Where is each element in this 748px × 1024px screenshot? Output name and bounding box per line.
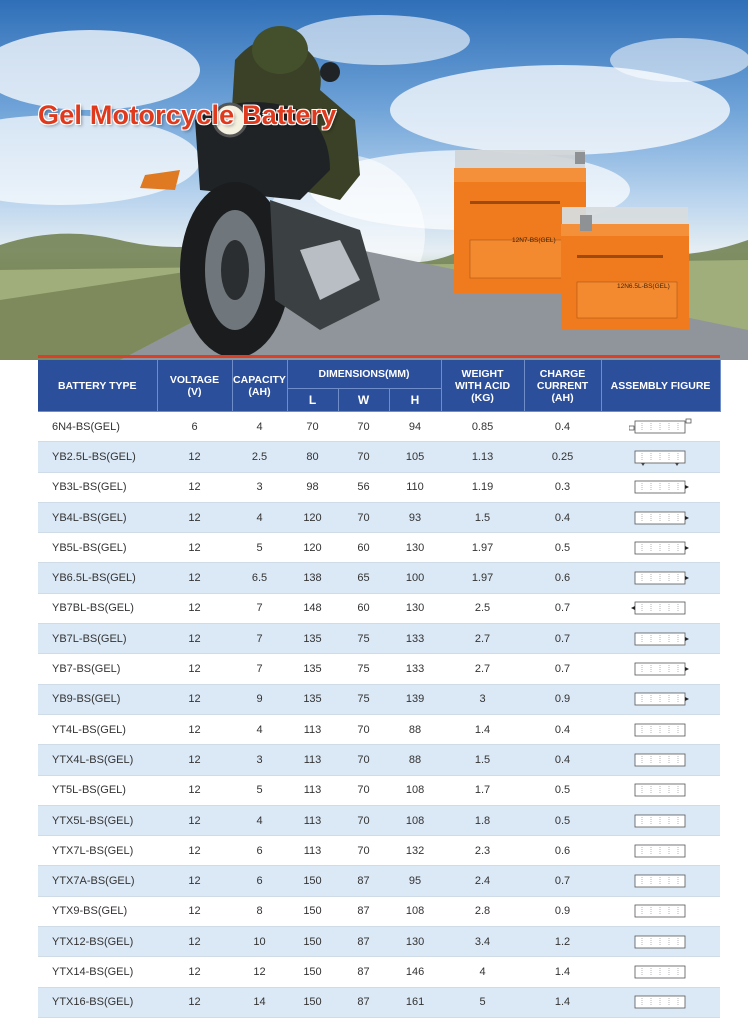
cell-battery-type: YTX4L-BS(GEL): [38, 745, 157, 775]
cell-weight: 1.4: [441, 714, 524, 744]
cell-assembly-figure: [601, 442, 720, 472]
cell-capacity: 5: [232, 775, 287, 805]
header-weight: WEIGHT WITH ACID (KG): [441, 360, 524, 412]
header-charge-current: CHARGE CURRENT (AH): [524, 360, 601, 412]
cell-voltage: 12: [157, 593, 232, 623]
table-row: [38, 654, 720, 684]
cell-capacity: 4: [232, 805, 287, 835]
cell-charge-current: 0.5: [524, 775, 601, 805]
cell-assembly-figure: [601, 987, 720, 1017]
cell-assembly-figure: [601, 593, 720, 623]
cell-charge-current: 0.9: [524, 684, 601, 714]
cell-length: 120: [287, 502, 338, 532]
cell-charge-current: 0.7: [524, 593, 601, 623]
header-battery-type: BATTERY TYPE: [38, 360, 157, 412]
cell-capacity: 7: [232, 593, 287, 623]
cell-charge-current: 1.2: [524, 927, 601, 957]
cell-capacity: 6: [232, 836, 287, 866]
assembly-figure-icon: [629, 569, 693, 587]
cell-width: 87: [338, 866, 389, 896]
cell-voltage: 12: [157, 563, 232, 593]
cell-voltage: 12: [157, 805, 232, 835]
cell-battery-type: 6N4-BS(GEL): [38, 412, 157, 442]
cell-charge-current: 0.5: [524, 533, 601, 563]
cell-length: 113: [287, 836, 338, 866]
cell-capacity: 6.5: [232, 563, 287, 593]
table-row: [38, 502, 720, 532]
table-header-row: [38, 360, 720, 389]
cell-width: 87: [338, 987, 389, 1017]
cell-width: 70: [338, 745, 389, 775]
cell-voltage: 12: [157, 502, 232, 532]
cell-voltage: 12: [157, 896, 232, 926]
cell-height: 146: [389, 957, 441, 987]
cell-battery-type: YB7L-BS(GEL): [38, 624, 157, 654]
cell-weight: 1.5: [441, 502, 524, 532]
cell-assembly-figure: [601, 805, 720, 835]
cell-length: 113: [287, 714, 338, 744]
header-length: L: [287, 389, 338, 412]
cell-length: 135: [287, 624, 338, 654]
cell-height: 130: [389, 927, 441, 957]
cell-battery-type: YB7BL-BS(GEL): [38, 593, 157, 623]
hero-banner: [0, 0, 748, 360]
cell-weight: 2.3: [441, 836, 524, 866]
cell-height: 94: [389, 412, 441, 442]
cell-length: 150: [287, 896, 338, 926]
table-row: [38, 412, 720, 442]
table-row: [38, 927, 720, 957]
cell-voltage: 12: [157, 927, 232, 957]
accent-divider: [38, 355, 720, 358]
cell-weight: 2.4: [441, 866, 524, 896]
cell-voltage: 12: [157, 442, 232, 472]
assembly-figure-icon: [629, 448, 693, 466]
cell-height: 110: [389, 472, 441, 502]
cell-width: 60: [338, 593, 389, 623]
table-row: [38, 866, 720, 896]
cell-assembly-figure: [601, 502, 720, 532]
cell-width: 75: [338, 654, 389, 684]
cell-assembly-figure: [601, 927, 720, 957]
assembly-figure-icon: [629, 751, 693, 769]
cell-battery-type: YB3L-BS(GEL): [38, 472, 157, 502]
cell-length: 150: [287, 957, 338, 987]
cell-charge-current: 0.6: [524, 836, 601, 866]
assembly-figure-icon: [629, 690, 693, 708]
cell-battery-type: YB2.5L-BS(GEL): [38, 442, 157, 472]
cell-assembly-figure: [601, 896, 720, 926]
cell-capacity: 9: [232, 684, 287, 714]
cell-weight: 4: [441, 957, 524, 987]
cell-battery-type: YTX12-BS(GEL): [38, 927, 157, 957]
cell-weight: 1.8: [441, 805, 524, 835]
cell-height: 133: [389, 624, 441, 654]
table-row: [38, 775, 720, 805]
cell-weight: 1.97: [441, 563, 524, 593]
cell-length: 135: [287, 684, 338, 714]
header-height: H: [389, 389, 441, 412]
cell-width: 87: [338, 927, 389, 957]
hero-illustration: [0, 0, 748, 360]
assembly-figure-icon: [629, 963, 693, 981]
cell-width: 60: [338, 533, 389, 563]
cell-assembly-figure: [601, 745, 720, 775]
cell-length: 150: [287, 866, 338, 896]
assembly-figure-icon: [629, 478, 693, 496]
cell-voltage: 12: [157, 654, 232, 684]
cell-charge-current: 0.7: [524, 624, 601, 654]
cell-voltage: 12: [157, 472, 232, 502]
table-row: [38, 714, 720, 744]
cell-capacity: 14: [232, 987, 287, 1017]
cell-weight: 1.5: [441, 745, 524, 775]
cell-assembly-figure: [601, 412, 720, 442]
cell-height: 133: [389, 654, 441, 684]
cell-assembly-figure: [601, 533, 720, 563]
cell-length: 148: [287, 593, 338, 623]
cell-weight: 1.7: [441, 775, 524, 805]
cell-capacity: 3: [232, 472, 287, 502]
cell-height: 93: [389, 502, 441, 532]
cell-assembly-figure: [601, 957, 720, 987]
cell-height: 95: [389, 866, 441, 896]
cell-weight: 1.97: [441, 533, 524, 563]
table-row: [38, 805, 720, 835]
cell-voltage: 12: [157, 624, 232, 654]
page-title: Gel Motorcycle Battery: [38, 100, 337, 130]
cell-weight: 1.13: [441, 442, 524, 472]
cell-voltage: 12: [157, 775, 232, 805]
header-dimensions: DIMENSIONS(MM): [287, 360, 441, 389]
cell-charge-current: 0.4: [524, 412, 601, 442]
assembly-figure-icon: [629, 872, 693, 890]
cell-width: 75: [338, 624, 389, 654]
cell-assembly-figure: [601, 775, 720, 805]
cell-charge-current: 0.4: [524, 502, 601, 532]
cell-charge-current: 0.7: [524, 654, 601, 684]
cell-weight: 5: [441, 987, 524, 1017]
cell-height: 139: [389, 684, 441, 714]
cell-weight: 3.4: [441, 927, 524, 957]
cell-capacity: 5: [232, 533, 287, 563]
cell-charge-current: 0.5: [524, 805, 601, 835]
header-width: W: [338, 389, 389, 412]
cell-assembly-figure: [601, 714, 720, 744]
cell-battery-type: YT4L-BS(GEL): [38, 714, 157, 744]
cell-battery-type: YTX14-BS(GEL): [38, 957, 157, 987]
cell-capacity: 10: [232, 927, 287, 957]
cell-charge-current: 0.3: [524, 472, 601, 502]
cell-charge-current: 0.6: [524, 563, 601, 593]
battery-spec-table: [38, 360, 721, 1018]
table-row: [38, 684, 720, 714]
cell-width: 75: [338, 684, 389, 714]
cell-height: 108: [389, 775, 441, 805]
assembly-figure-icon: [629, 418, 693, 436]
cell-height: 88: [389, 745, 441, 775]
cell-length: 70: [287, 412, 338, 442]
assembly-figure-icon: [629, 660, 693, 678]
cell-weight: 2.7: [441, 654, 524, 684]
cell-capacity: 4: [232, 412, 287, 442]
cell-width: 56: [338, 472, 389, 502]
cell-height: 100: [389, 563, 441, 593]
cell-assembly-figure: [601, 684, 720, 714]
table-row: [38, 745, 720, 775]
assembly-figure-icon: [629, 721, 693, 739]
cell-assembly-figure: [601, 624, 720, 654]
battery-small-label: 12N6.5L-BS(GEL): [617, 283, 670, 290]
cell-battery-type: YTX16-BS(GEL): [38, 987, 157, 1017]
cell-battery-type: YB7-BS(GEL): [38, 654, 157, 684]
table-row: [38, 987, 720, 1017]
assembly-figure-icon: [629, 599, 693, 617]
table-row: [38, 957, 720, 987]
cell-width: 70: [338, 775, 389, 805]
table-row: [38, 836, 720, 866]
cell-weight: 2.8: [441, 896, 524, 926]
cell-width: 70: [338, 836, 389, 866]
table-row: [38, 593, 720, 623]
cell-capacity: 12: [232, 957, 287, 987]
battery-small-illustration: [561, 207, 689, 330]
cell-height: 130: [389, 533, 441, 563]
cell-voltage: 12: [157, 836, 232, 866]
cell-assembly-figure: [601, 654, 720, 684]
header-voltage: VOLTAGE (V): [157, 360, 232, 412]
cell-battery-type: YTX5L-BS(GEL): [38, 805, 157, 835]
cell-weight: 2.7: [441, 624, 524, 654]
cell-battery-type: YTX7A-BS(GEL): [38, 866, 157, 896]
assembly-figure-icon: [629, 842, 693, 860]
table-row: [38, 563, 720, 593]
cell-voltage: 12: [157, 714, 232, 744]
cell-charge-current: 0.4: [524, 745, 601, 775]
cell-height: 88: [389, 714, 441, 744]
cell-capacity: 4: [232, 502, 287, 532]
cell-length: 150: [287, 987, 338, 1017]
table-body: [38, 412, 720, 1018]
cell-charge-current: 0.7: [524, 866, 601, 896]
cell-charge-current: 0.4: [524, 714, 601, 744]
table-row: [38, 472, 720, 502]
cell-width: 70: [338, 412, 389, 442]
cell-battery-type: YB9-BS(GEL): [38, 684, 157, 714]
cell-capacity: 7: [232, 624, 287, 654]
cell-charge-current: 0.9: [524, 896, 601, 926]
cell-charge-current: 0.25: [524, 442, 601, 472]
cell-weight: 1.19: [441, 472, 524, 502]
cell-charge-current: 1.4: [524, 957, 601, 987]
cell-height: 108: [389, 896, 441, 926]
cell-battery-type: YB5L-BS(GEL): [38, 533, 157, 563]
cell-assembly-figure: [601, 836, 720, 866]
cell-voltage: 6: [157, 412, 232, 442]
cell-assembly-figure: [601, 866, 720, 896]
cell-length: 150: [287, 927, 338, 957]
cell-length: 113: [287, 745, 338, 775]
header-assembly-figure: ASSEMBLY FIGURE: [601, 360, 720, 412]
cell-length: 113: [287, 775, 338, 805]
cell-length: 138: [287, 563, 338, 593]
assembly-figure-icon: [629, 902, 693, 920]
assembly-figure-icon: [629, 509, 693, 527]
cell-battery-type: YB4L-BS(GEL): [38, 502, 157, 532]
assembly-figure-icon: [629, 630, 693, 648]
table-row: [38, 624, 720, 654]
cell-capacity: 7: [232, 654, 287, 684]
cell-voltage: 12: [157, 957, 232, 987]
cell-weight: 3: [441, 684, 524, 714]
cell-length: 120: [287, 533, 338, 563]
cell-width: 87: [338, 896, 389, 926]
table-row: [38, 533, 720, 563]
assembly-figure-icon: [629, 993, 693, 1011]
cell-width: 70: [338, 805, 389, 835]
battery-large-label: 12N7-BS(GEL): [512, 237, 556, 244]
cell-length: 98: [287, 472, 338, 502]
cell-height: 161: [389, 987, 441, 1017]
cell-voltage: 12: [157, 987, 232, 1017]
cell-battery-type: YB6.5L-BS(GEL): [38, 563, 157, 593]
cell-assembly-figure: [601, 563, 720, 593]
cell-capacity: 3: [232, 745, 287, 775]
cell-width: 70: [338, 502, 389, 532]
cell-height: 132: [389, 836, 441, 866]
cell-length: 135: [287, 654, 338, 684]
cell-width: 70: [338, 442, 389, 472]
cell-capacity: 4: [232, 714, 287, 744]
cell-weight: 0.85: [441, 412, 524, 442]
assembly-figure-icon: [629, 933, 693, 951]
table-row: [38, 896, 720, 926]
cell-battery-type: YTX9-BS(GEL): [38, 896, 157, 926]
header-capacity: CAPACITY (AH): [232, 360, 287, 412]
cell-battery-type: YTX7L-BS(GEL): [38, 836, 157, 866]
cell-width: 70: [338, 714, 389, 744]
cell-voltage: 12: [157, 684, 232, 714]
assembly-figure-icon: [629, 812, 693, 830]
cell-length: 113: [287, 805, 338, 835]
cell-battery-type: YT5L-BS(GEL): [38, 775, 157, 805]
cell-voltage: 12: [157, 533, 232, 563]
cell-height: 105: [389, 442, 441, 472]
cell-capacity: 6: [232, 866, 287, 896]
cell-height: 108: [389, 805, 441, 835]
assembly-figure-icon: [629, 539, 693, 557]
cell-voltage: 12: [157, 745, 232, 775]
cell-weight: 2.5: [441, 593, 524, 623]
cell-charge-current: 1.4: [524, 987, 601, 1017]
assembly-figure-icon: [629, 781, 693, 799]
cell-capacity: 2.5: [232, 442, 287, 472]
cell-width: 87: [338, 957, 389, 987]
cell-assembly-figure: [601, 472, 720, 502]
cell-capacity: 8: [232, 896, 287, 926]
cell-voltage: 12: [157, 866, 232, 896]
cell-length: 80: [287, 442, 338, 472]
table-row: [38, 442, 720, 472]
cell-width: 65: [338, 563, 389, 593]
cell-height: 130: [389, 593, 441, 623]
